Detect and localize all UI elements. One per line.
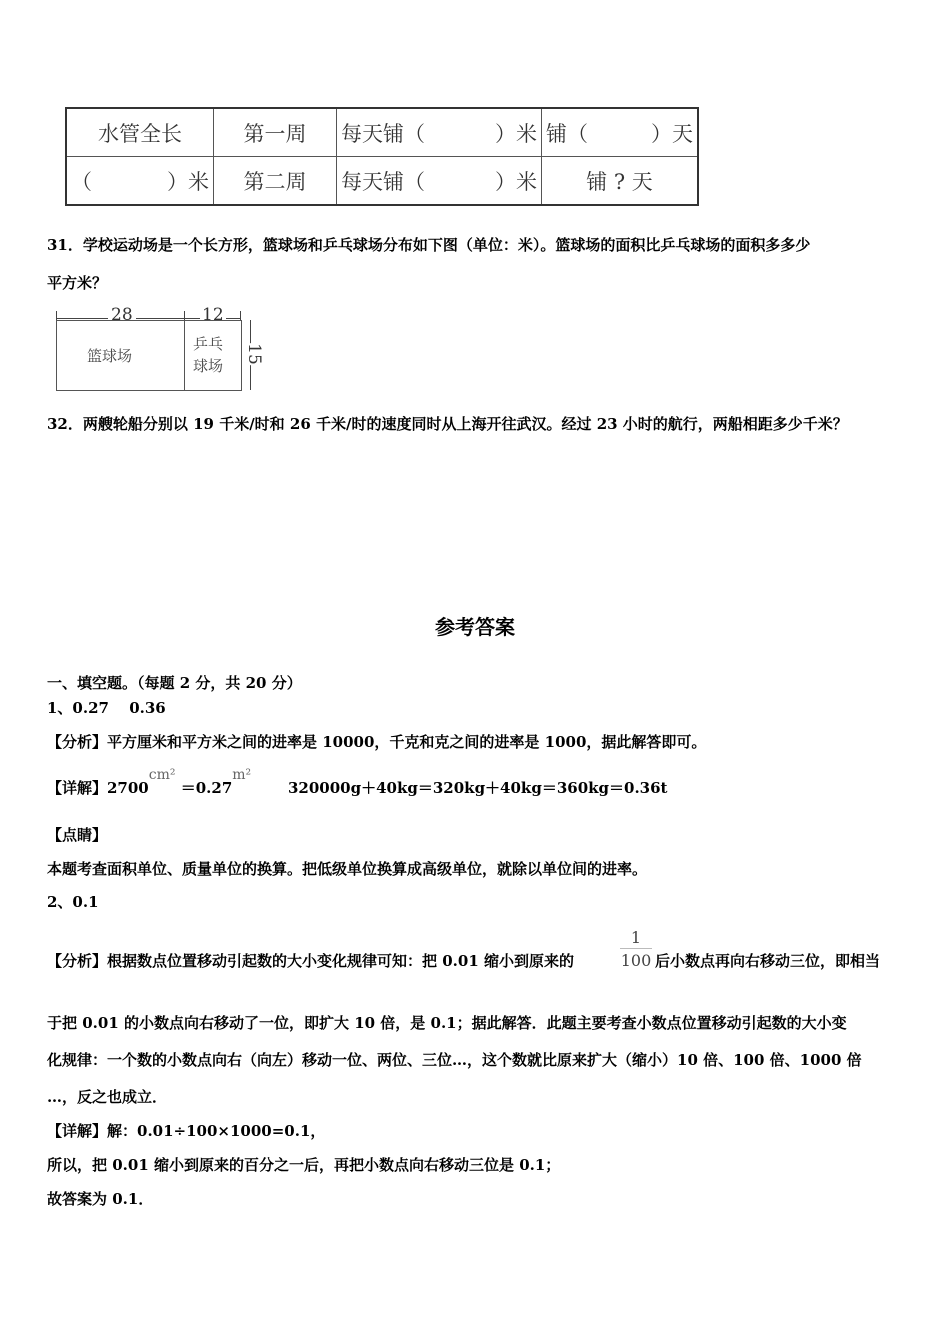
- fraction-bar: [620, 948, 652, 949]
- dimension-12: 12: [202, 305, 224, 325]
- answer-1-comment: 本题考查面积单位、质量单位的换算。把低级单位换算成高级单位，就除以单位间的进率。: [47, 860, 648, 878]
- pingpong-court-label-1: 乒乓: [193, 335, 224, 353]
- answer-2-analysis-line1a: 【分析】根据数点位置移动引起数的大小变化规律可知：把 0.01 缩小到原来的: [47, 952, 574, 970]
- answer-1-comment-heading: 【点睛】: [47, 826, 108, 844]
- table-cell-week1-days: [542, 108, 699, 157]
- dim-tick: [184, 311, 185, 320]
- dim-tick: [240, 311, 241, 320]
- unit-m2: m²: [232, 767, 252, 783]
- table-cell-week2: 第二周: [214, 157, 337, 206]
- question-32: 32．两艘轮船分别以 19 千米/时和 26 千米/时的速度同时从上海开往武汉。经过 23 小时的航行，两船相距多少千米？: [47, 415, 848, 433]
- answer-1-calc: 320000g＋40kg＝320kg＋40kg＝360kg＝0.36t: [288, 779, 668, 797]
- answer-2-analysis-line2: 于把 0.01 的小数点向右移动了一位，即扩大 10 倍，是 0.1；据此解答．此题主要考查小数点位置移动引起数的大小变: [47, 1014, 847, 1032]
- dimension-15: 15: [243, 343, 264, 365]
- detail-prefix: 【详解】2700: [47, 779, 149, 797]
- daily-prefix: 每天铺（: [341, 169, 425, 194]
- answer-1-analysis: 【分析】平方厘米和平方米之间的进率是 10000，千克和克之间的进率是 1000，据此解答即可。: [47, 733, 707, 751]
- table-cell-week1: 第一周: [214, 108, 337, 157]
- answer-2-analysis-line4: …，反之也成立．: [47, 1088, 168, 1106]
- daily-prefix: 每天铺（: [341, 121, 425, 146]
- table-cell-total-length: [66, 108, 214, 157]
- pingpong-court-label-2: 球场: [193, 357, 224, 375]
- days-suffix: ）天: [651, 121, 693, 146]
- detail-mid: ＝0.27: [180, 779, 233, 797]
- question-31-line2: 平方米？: [47, 274, 108, 292]
- unit-cm2: cm²: [148, 767, 176, 783]
- answer-2-analysis-line3: 化规律：一个数的小数点向右（向左）移动一位、两位、三位…，这个数就比原来扩大（缩小）10 倍、100 倍、1000 倍: [47, 1051, 862, 1069]
- question-31-line1: 31．学校运动场是一个长方形，篮球场和乒乓球场分布如下图（单位：米）。篮球场的面积比乒乓球场的面积多多少: [47, 236, 811, 254]
- answer-1: 1、0.27 0.36: [47, 699, 166, 717]
- blank-close: ）米: [167, 169, 209, 194]
- dimension-28: 28: [108, 305, 136, 325]
- fraction-denominator: 100: [620, 951, 652, 970]
- answer-key-title: 参考答案: [435, 615, 515, 639]
- blank-open: （: [71, 169, 92, 194]
- daily-suffix: ）米: [495, 121, 537, 146]
- table-cell-week2-daily: [337, 157, 542, 206]
- table-cell-week1-daily: [337, 108, 542, 157]
- pipe-length-table: [65, 107, 699, 206]
- total-length-label: 水管全长: [98, 121, 182, 146]
- basketball-court-label: 篮球场: [87, 347, 133, 365]
- daily-suffix: ）米: [495, 169, 537, 194]
- answer-2: 2、0.1: [47, 893, 99, 911]
- section-1-heading: 一、填空题。（每题 2 分，共 20 分）: [47, 674, 302, 692]
- answer-1-detail: [47, 767, 252, 797]
- answer-2-detail-2: 所以，把 0.01 缩小到原来的百分之一后，再把小数点向右移动三位是 0.1；: [47, 1156, 561, 1174]
- fraction-numerator: 1: [630, 928, 642, 947]
- court-divider: [184, 321, 185, 390]
- answer-2-detail-3: 故答案为 0.1．: [47, 1190, 154, 1208]
- dim-tick: [56, 311, 57, 320]
- answer-2-detail: 【详解】解：0.01÷100×1000=0.1，: [47, 1122, 326, 1140]
- court-rectangle: [56, 320, 242, 391]
- table-cell-total-length-blank: [66, 157, 214, 206]
- answer-2-analysis-line1b: 后小数点再向右移动三位，即相当: [655, 952, 881, 970]
- days-prefix: 铺（: [546, 121, 588, 146]
- table-cell-week2-days: 铺 ? 天: [542, 157, 699, 206]
- fraction-one-hundredth: [620, 928, 652, 970]
